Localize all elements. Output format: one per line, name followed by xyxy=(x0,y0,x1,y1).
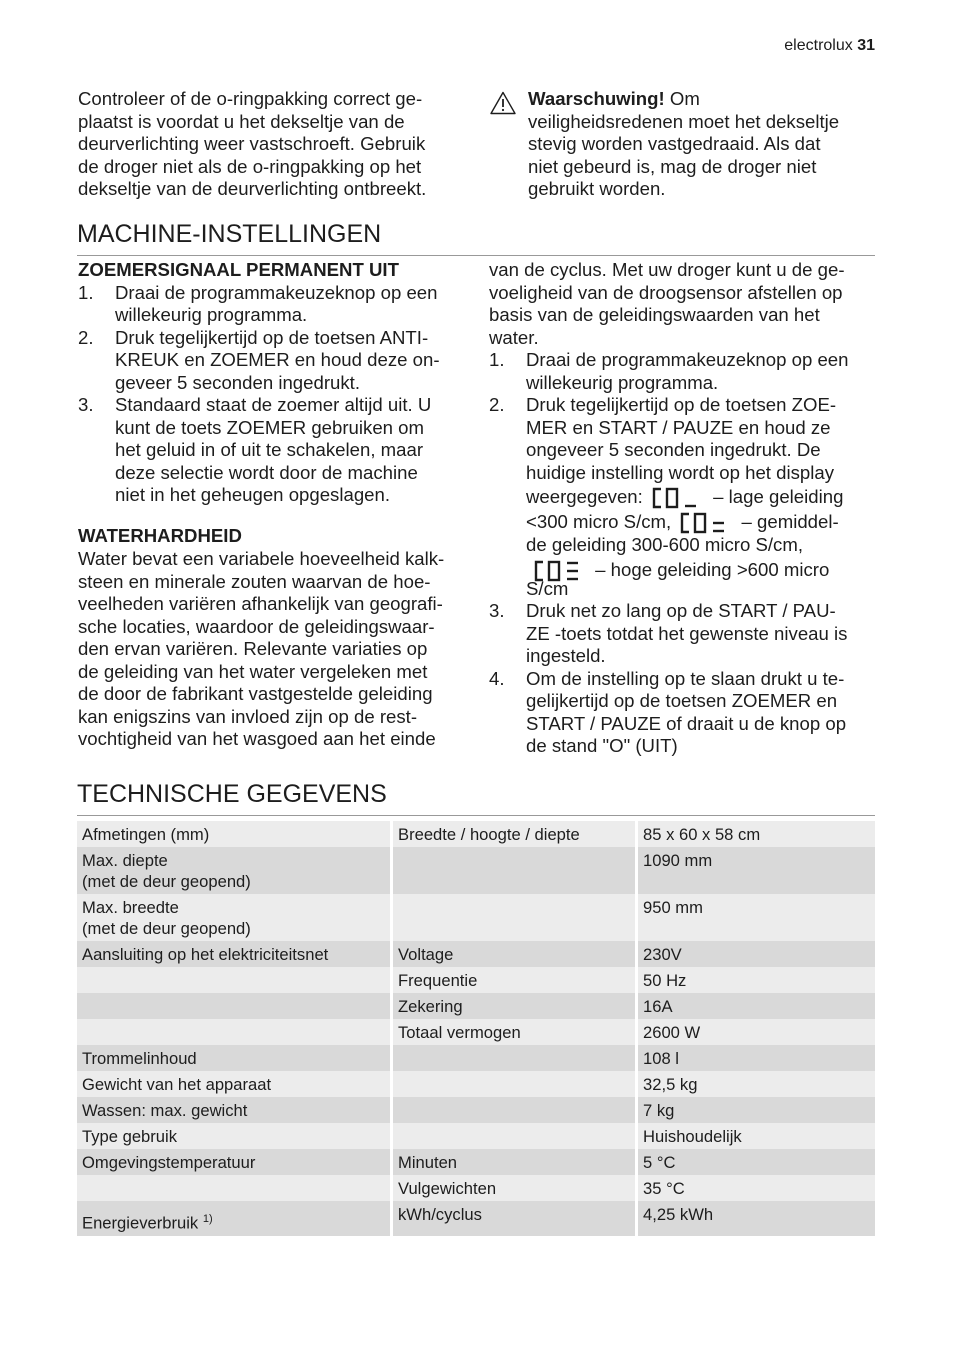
brand-name: electrolux xyxy=(784,37,853,54)
step-line: de geleiding 300-600 micro S/cm, xyxy=(526,534,803,556)
spec-value-cell: 16A xyxy=(638,993,875,1019)
step-line: huidige instelling wordt op het display xyxy=(526,461,835,483)
spec-label: Gewicht van het apparaat xyxy=(82,1075,272,1094)
water-line: den ervan variëren. Relevante variaties op xyxy=(78,638,428,659)
display-low-icon xyxy=(652,487,704,509)
step-line xyxy=(526,557,879,582)
step-text: – gemiddel- xyxy=(741,511,839,533)
spec-value-cell: 108 l xyxy=(638,1045,875,1071)
spec-label: Omgevingstemperatuur xyxy=(82,1153,256,1172)
spec-param-cell: kWh/cyclus xyxy=(393,1201,638,1236)
spec-param-cell xyxy=(393,847,638,894)
step-line: Om de instelling op te slaan drukt u te- xyxy=(526,667,845,689)
step-line: MER en START / PAUZE en houd ze xyxy=(526,416,831,438)
spec-label-cell xyxy=(77,1019,393,1045)
intro-line: deurverlichting weer vastschroeft. Gebruik xyxy=(78,133,426,154)
intro-line: de droger niet als de o-ringpakking op het xyxy=(78,155,422,177)
water-line: Water bevat een variabele hoeveelheid kalk- xyxy=(78,548,445,569)
spec-value-cell: 230V xyxy=(638,941,875,967)
spec-value-cell: 7 kg xyxy=(638,1097,875,1123)
list-item xyxy=(489,394,879,600)
spec-param-cell xyxy=(393,1045,638,1071)
step-line: het geluid in of uit te schakelen, maar xyxy=(115,439,424,460)
spec-label: Trommelinhoud xyxy=(82,1049,197,1068)
spec-value-cell: 35 °C xyxy=(638,1175,875,1201)
spec-param-cell: Zekering xyxy=(393,993,638,1019)
step-text: <300 micro S/cm, xyxy=(526,511,672,533)
spec-label-cell xyxy=(77,1201,393,1236)
page-header xyxy=(784,37,875,55)
step-line: kunt de toets ZOEMER gebruiken om xyxy=(115,416,425,438)
spec-param-cell xyxy=(393,1071,638,1097)
spec-label: Wassen: max. gewicht xyxy=(82,1101,248,1120)
water-cont-line: van de cyclus. Met uw droger kunt u de ge- xyxy=(489,259,845,280)
list-item xyxy=(78,282,468,327)
table-row xyxy=(77,1201,875,1236)
step-line: START / PAUZE of draait u de knop op xyxy=(526,712,847,734)
right-column xyxy=(489,259,879,758)
spec-label-cell xyxy=(77,1123,393,1149)
table-row xyxy=(77,967,875,993)
step-line: willekeurig programma. xyxy=(115,304,308,325)
warning-title: Waarschuwing! xyxy=(528,88,665,109)
footnote-marker: 1) xyxy=(202,1213,213,1225)
step-number: 2. xyxy=(489,394,505,415)
spec-param-cell xyxy=(393,1097,638,1123)
spec-label-note: (met de deur geopend) xyxy=(82,872,251,891)
water-line: kan enigszins van invloed zijn op de rest- xyxy=(78,705,418,727)
spec-table-body xyxy=(77,821,875,1236)
spec-value-cell: Huishoudelijk xyxy=(638,1123,875,1149)
step-line xyxy=(526,484,879,509)
spec-label-cell xyxy=(77,941,393,967)
warning-line: stevig worden vastgedraaid. Als dat xyxy=(528,133,821,154)
spec-param-cell: Minuten xyxy=(393,1149,638,1175)
spec-value-cell: 950 mm xyxy=(638,894,875,941)
spec-value-cell: 1090 mm xyxy=(638,847,875,894)
water-line: veelheden variëren afhankelijk van geografi- xyxy=(78,593,443,614)
spec-label-cell xyxy=(77,847,393,894)
spec-param-cell xyxy=(393,894,638,941)
spec-label: Type gebruik xyxy=(82,1127,178,1146)
table-row xyxy=(77,993,875,1019)
water-heading: WATERHARDHEID xyxy=(78,524,242,546)
step-number: 1. xyxy=(78,281,94,303)
step-line: Druk tegelijkertijd op de toetsen ANTI- xyxy=(115,326,429,348)
spec-value-cell: 5 °C xyxy=(638,1149,875,1175)
water-line: de geleiding van het water vergeleken met xyxy=(78,660,428,682)
warning-block xyxy=(528,88,878,201)
section-divider xyxy=(77,255,875,256)
spec-label: Max. diepte xyxy=(82,851,168,870)
table-row xyxy=(77,1045,875,1071)
intro-paragraph xyxy=(78,88,468,201)
step-line: ingesteld. xyxy=(526,645,606,667)
step-line: Standaard staat de zoemer altijd uit. U xyxy=(115,394,432,415)
spec-value-cell: 32,5 kg xyxy=(638,1071,875,1097)
list-item xyxy=(489,668,879,758)
table-row xyxy=(77,821,875,847)
list-item xyxy=(489,600,879,668)
spec-label-note: (met de deur geopend) xyxy=(82,919,251,938)
warning-text: Om xyxy=(669,88,700,109)
table-row xyxy=(77,1019,875,1045)
water-cont-line: water. xyxy=(489,326,539,348)
step-text: – lage geleiding xyxy=(713,486,844,507)
section-divider xyxy=(77,815,875,816)
step-line: S/cm xyxy=(526,577,569,599)
zoemer-heading: ZOEMERSIGNAAL PERMANENT UIT xyxy=(78,259,399,280)
step-number: 3. xyxy=(489,600,505,622)
spec-value-cell: 4,25 kWh xyxy=(638,1201,875,1236)
water-line: steen en minerale zouten waarvan de hoe- xyxy=(78,570,431,592)
list-item xyxy=(78,327,468,395)
spec-value-cell: 85 x 60 x 58 cm xyxy=(638,821,875,847)
warning-first-line xyxy=(528,88,878,111)
water-line: sche locaties, waardoor de geleidingswaar- xyxy=(78,615,435,637)
left-column xyxy=(78,259,468,751)
warning-triangle-icon xyxy=(490,91,516,115)
step-line: niet in het geheugen opgeslagen. xyxy=(115,484,391,505)
intro-line: Controleer of de o-ringpakking correct ge- xyxy=(78,88,423,109)
spec-label-cell xyxy=(77,1045,393,1071)
step-line: Druk net zo lang op de START / PAU- xyxy=(526,600,836,622)
list-item xyxy=(78,394,468,507)
step-line xyxy=(526,509,879,534)
spec-param-cell xyxy=(393,1123,638,1149)
water-line: de door de fabrikant vastgestelde geleiding xyxy=(78,683,433,704)
water-cont-line: voeligheid van de droogsensor afstellen op xyxy=(489,281,843,303)
table-row xyxy=(77,1149,875,1175)
spec-label-cell xyxy=(77,967,393,993)
spec-value-cell: 50 Hz xyxy=(638,967,875,993)
spec-label-cell xyxy=(77,894,393,941)
water-cont-line: basis van de geleidingswaarden van het xyxy=(489,304,820,325)
step-line: ZE -toets totdat het gewenste niveau is xyxy=(526,622,848,644)
spec-label: Aansluiting op het elektriciteitsnet xyxy=(82,945,329,964)
intro-line: dekseltje van de deurverlichting ontbreekt. xyxy=(78,178,427,199)
list-item xyxy=(489,349,879,394)
spec-label-cell xyxy=(77,1149,393,1175)
spec-label: Max. breedte xyxy=(82,898,179,917)
warning-line: gebruikt worden. xyxy=(528,178,666,199)
spec-label-cell xyxy=(77,1071,393,1097)
spec-label-cell xyxy=(77,1097,393,1123)
spec-param-cell: Totaal vermogen xyxy=(393,1019,638,1045)
table-row xyxy=(77,1123,875,1149)
step-line: geveer 5 seconden ingedrukt. xyxy=(115,371,360,393)
section-title-tech: TECHNISCHE GEGEVENS xyxy=(77,780,387,808)
step-line: willekeurig programma. xyxy=(526,371,719,393)
table-row xyxy=(77,941,875,967)
step-line: ongeveer 5 seconden ingedrukt. De xyxy=(526,439,821,460)
spec-param-cell: Frequentie xyxy=(393,967,638,993)
step-line: deze selectie wordt door de machine xyxy=(115,461,418,483)
zoemer-steps xyxy=(78,282,468,507)
spec-label-cell xyxy=(77,1175,393,1201)
step-number: 2. xyxy=(78,326,94,348)
step-number: 3. xyxy=(78,394,94,415)
step-line: gelijkertijd op de toetsen ZOEMER en xyxy=(526,690,838,712)
table-row xyxy=(77,1097,875,1123)
step-text: weergegeven: xyxy=(526,486,643,507)
step-line: Draai de programmakeuzeknop op een xyxy=(526,349,849,370)
step-line: Draai de programmakeuzeknop op een xyxy=(115,281,438,303)
step-text: – hoge geleiding >600 micro xyxy=(595,558,830,580)
display-mid-icon xyxy=(680,512,732,534)
spec-param-cell: Breedte / hoogte / diepte xyxy=(393,821,638,847)
warning-line: niet gebeurd is, mag de droger niet xyxy=(528,155,817,177)
water-steps xyxy=(489,349,879,758)
step-number: 4. xyxy=(489,667,505,689)
spec-value-cell: 2600 W xyxy=(638,1019,875,1045)
spec-table xyxy=(77,821,875,1236)
spec-param-cell: Voltage xyxy=(393,941,638,967)
spec-label: Energieverbruik xyxy=(82,1213,199,1233)
intro-line: plaatst is voordat u het dekseltje van de xyxy=(78,110,405,132)
section-title-machine: MACHINE-INSTELLINGEN xyxy=(77,220,382,248)
table-row xyxy=(77,847,875,894)
table-row xyxy=(77,894,875,941)
step-line: de stand "O" (UIT) xyxy=(526,735,678,757)
warning-line: veiligheidsredenen moet het dekseltje xyxy=(528,110,840,132)
step-line: Druk tegelijkertijd op de toetsen ZOE- xyxy=(526,394,837,415)
water-line: vochtigheid van het wasgoed aan het einde xyxy=(78,728,436,749)
step-line: KREUK en ZOEMER en houd deze on- xyxy=(115,349,440,370)
step-number: 1. xyxy=(489,349,505,370)
spec-label: Afmetingen (mm) xyxy=(82,825,210,844)
spec-label-cell xyxy=(77,821,393,847)
spec-param-cell: Vulgewichten xyxy=(393,1175,638,1201)
table-row xyxy=(77,1175,875,1201)
page-number: 31 xyxy=(857,37,875,54)
spec-label-cell xyxy=(77,993,393,1019)
table-row xyxy=(77,1071,875,1097)
water-paragraph xyxy=(78,548,468,751)
